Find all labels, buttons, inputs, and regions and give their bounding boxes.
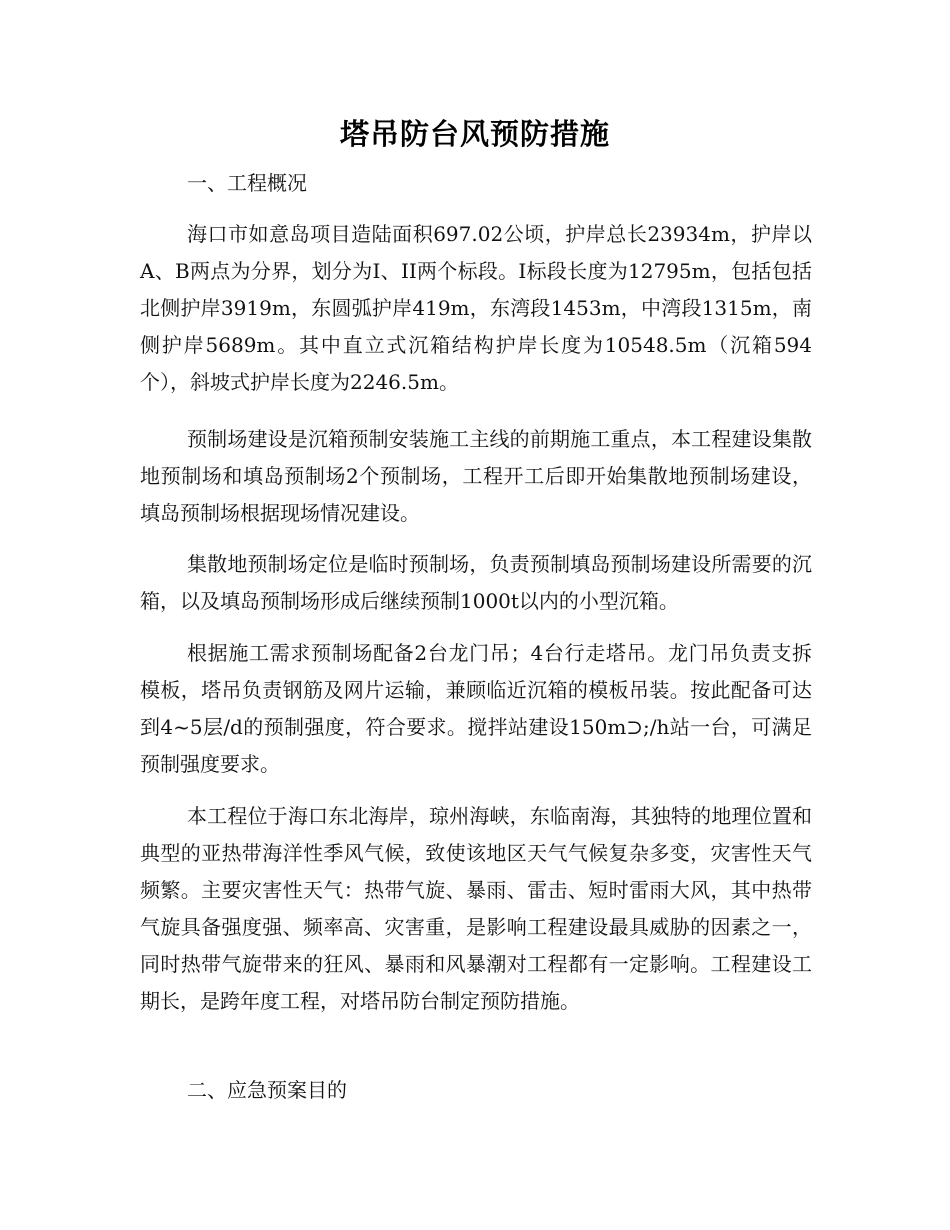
- paragraph-crane-equipment: 根据施工需求预制场配备2台龙门吊；4台行走塔吊。龙门吊负责支拆模板，塔吊负责钢筋及网片运输，兼顾临近沉箱的模板吊装。按此配备可达到4~5层/d的预制强度，符合要求。搅拌站建设150m⊃;/h站一台，可满足预制强度要求。: [140, 641, 812, 776]
- document-title: 塔吊防台风预防措施: [339, 117, 610, 151]
- section-heading-emergency-plan-purpose: 二、应急预案目的: [187, 1078, 347, 1102]
- paragraph-prefab-yard-construction: 预制场建设是沉箱预制安装施工主线的前期施工重点，本工程建设集散地预制场和填岛预制场2个预制场，工程开工后即开始集散地预制场建设，填岛预制场根据现场情况建设。: [140, 427, 812, 525]
- section-heading-overview: 一、工程概况: [187, 171, 307, 195]
- paragraph-staging-yard: 集散地预制场定位是临时预制场，负责预制填岛预制场建设所需要的沉箱，以及填岛预制场形成后继续预制1000t以内的小型沉箱。: [140, 552, 812, 613]
- paragraph-project-scope: 海口市如意岛项目造陆面积697.02公顷，护岸总长23934m，护岸以A、B两点为分界，划分为I、II两个标段。I标段长度为12795m，包括包括北侧护岸3919m，东圆弧护岸419m，东湾段1453m，中湾段1315m，南侧护岸5689m。其中直立式沉箱结构护岸长度为10548.5m（沉箱594个），斜坡式护岸长度为2246.5m。: [140, 222, 812, 394]
- paragraph-climate-hazards: 本工程位于海口东北海岸，琼州海峡，东临南海，其独特的地理位置和典型的亚热带海洋性季风气候，致使该地区天气气候复杂多变，灾害性天气频繁。主要灾害性天气：热带气旋、暴雨、雷击、短时雷雨大风，其中热带气旋具备强度强、频率高、灾害重，是影响工程建设最具威胁的因素之一，同时热带气旋带来的狂风、暴雨和风暴潮对工程都有一定影响。工程建设工期长，是跨年度工程，对塔吊防台制定预防措施。: [140, 804, 812, 1013]
